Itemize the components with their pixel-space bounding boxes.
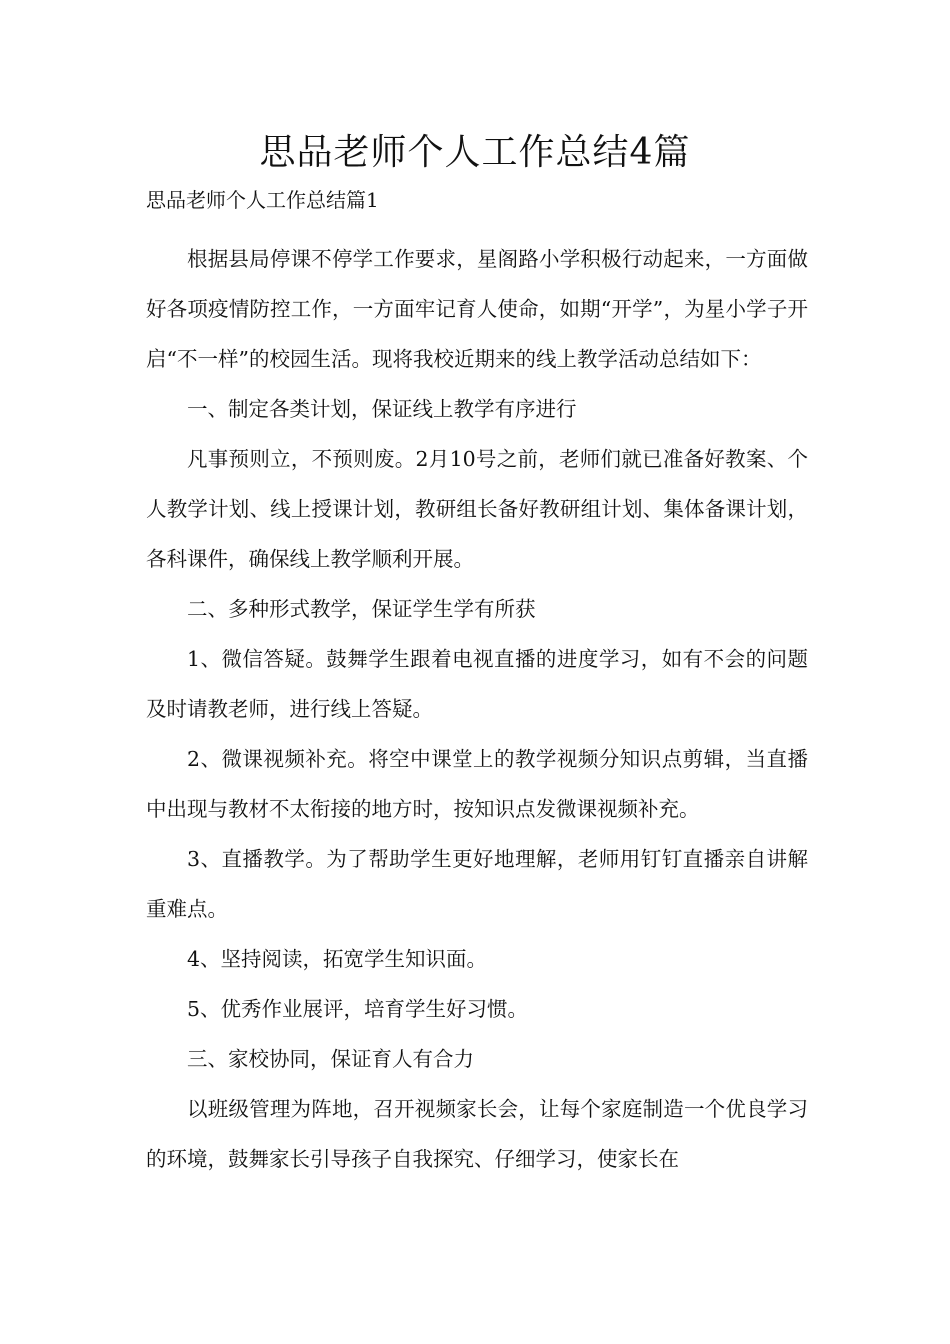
list-item: 1、微信答疑。鼓舞学生跟着电视直播的进度学习，如有不会的问题及时请教老师，进行线上答疑。 — [146, 647, 808, 721]
section-heading: 一、制定各类计划，保证线上教学有序进行 — [187, 397, 577, 421]
document-title: 思品老师个人工作总结4篇 — [259, 132, 691, 173]
section-subtitle: 思品老师个人工作总结篇1 — [146, 188, 379, 212]
document-body — [146, 234, 808, 1184]
section-heading: 二、多种形式教学，保证学生学有所获 — [187, 597, 536, 621]
paragraph: 根据县局停课不停学工作要求，星阁路小学积极行动起来，一方面做好各项疫情防控工作，一方面牢记育人使命，如期“开学”，为星小学子开启“不一样”的校园生活。现将我校近期来的线上教学活动总结如下： — [146, 247, 808, 371]
paragraph: 以班级管理为阵地，召开视频家长会，让每个家庭制造一个优良学习的环境，鼓舞家长引导孩子自我探究、仔细学习，使家长在 — [146, 1097, 808, 1171]
list-item: 5、优秀作业展评，培育学生好习惯。 — [187, 997, 529, 1021]
list-item: 4、坚持阅读，拓宽学生知识面。 — [187, 947, 488, 971]
paragraph: 凡事预则立，不预则废。2月10号之前，老师们就已准备好教案、个人教学计划、线上授课计划，教研组长备好教研组计划、集体备课计划，各科课件，确保线上教学顺利开展。 — [146, 447, 808, 571]
list-item: 2、微课视频补充。将空中课堂上的教学视频分知识点剪辑，当直播中出现与教材不太衔接的地方时，按知识点发微课视频补充。 — [146, 747, 808, 821]
section-heading: 三、家校协同，保证育人有合力 — [187, 1047, 474, 1071]
list-item: 3、直播教学。为了帮助学生更好地理解，老师用钉钉直播亲自讲解重难点。 — [146, 847, 808, 921]
